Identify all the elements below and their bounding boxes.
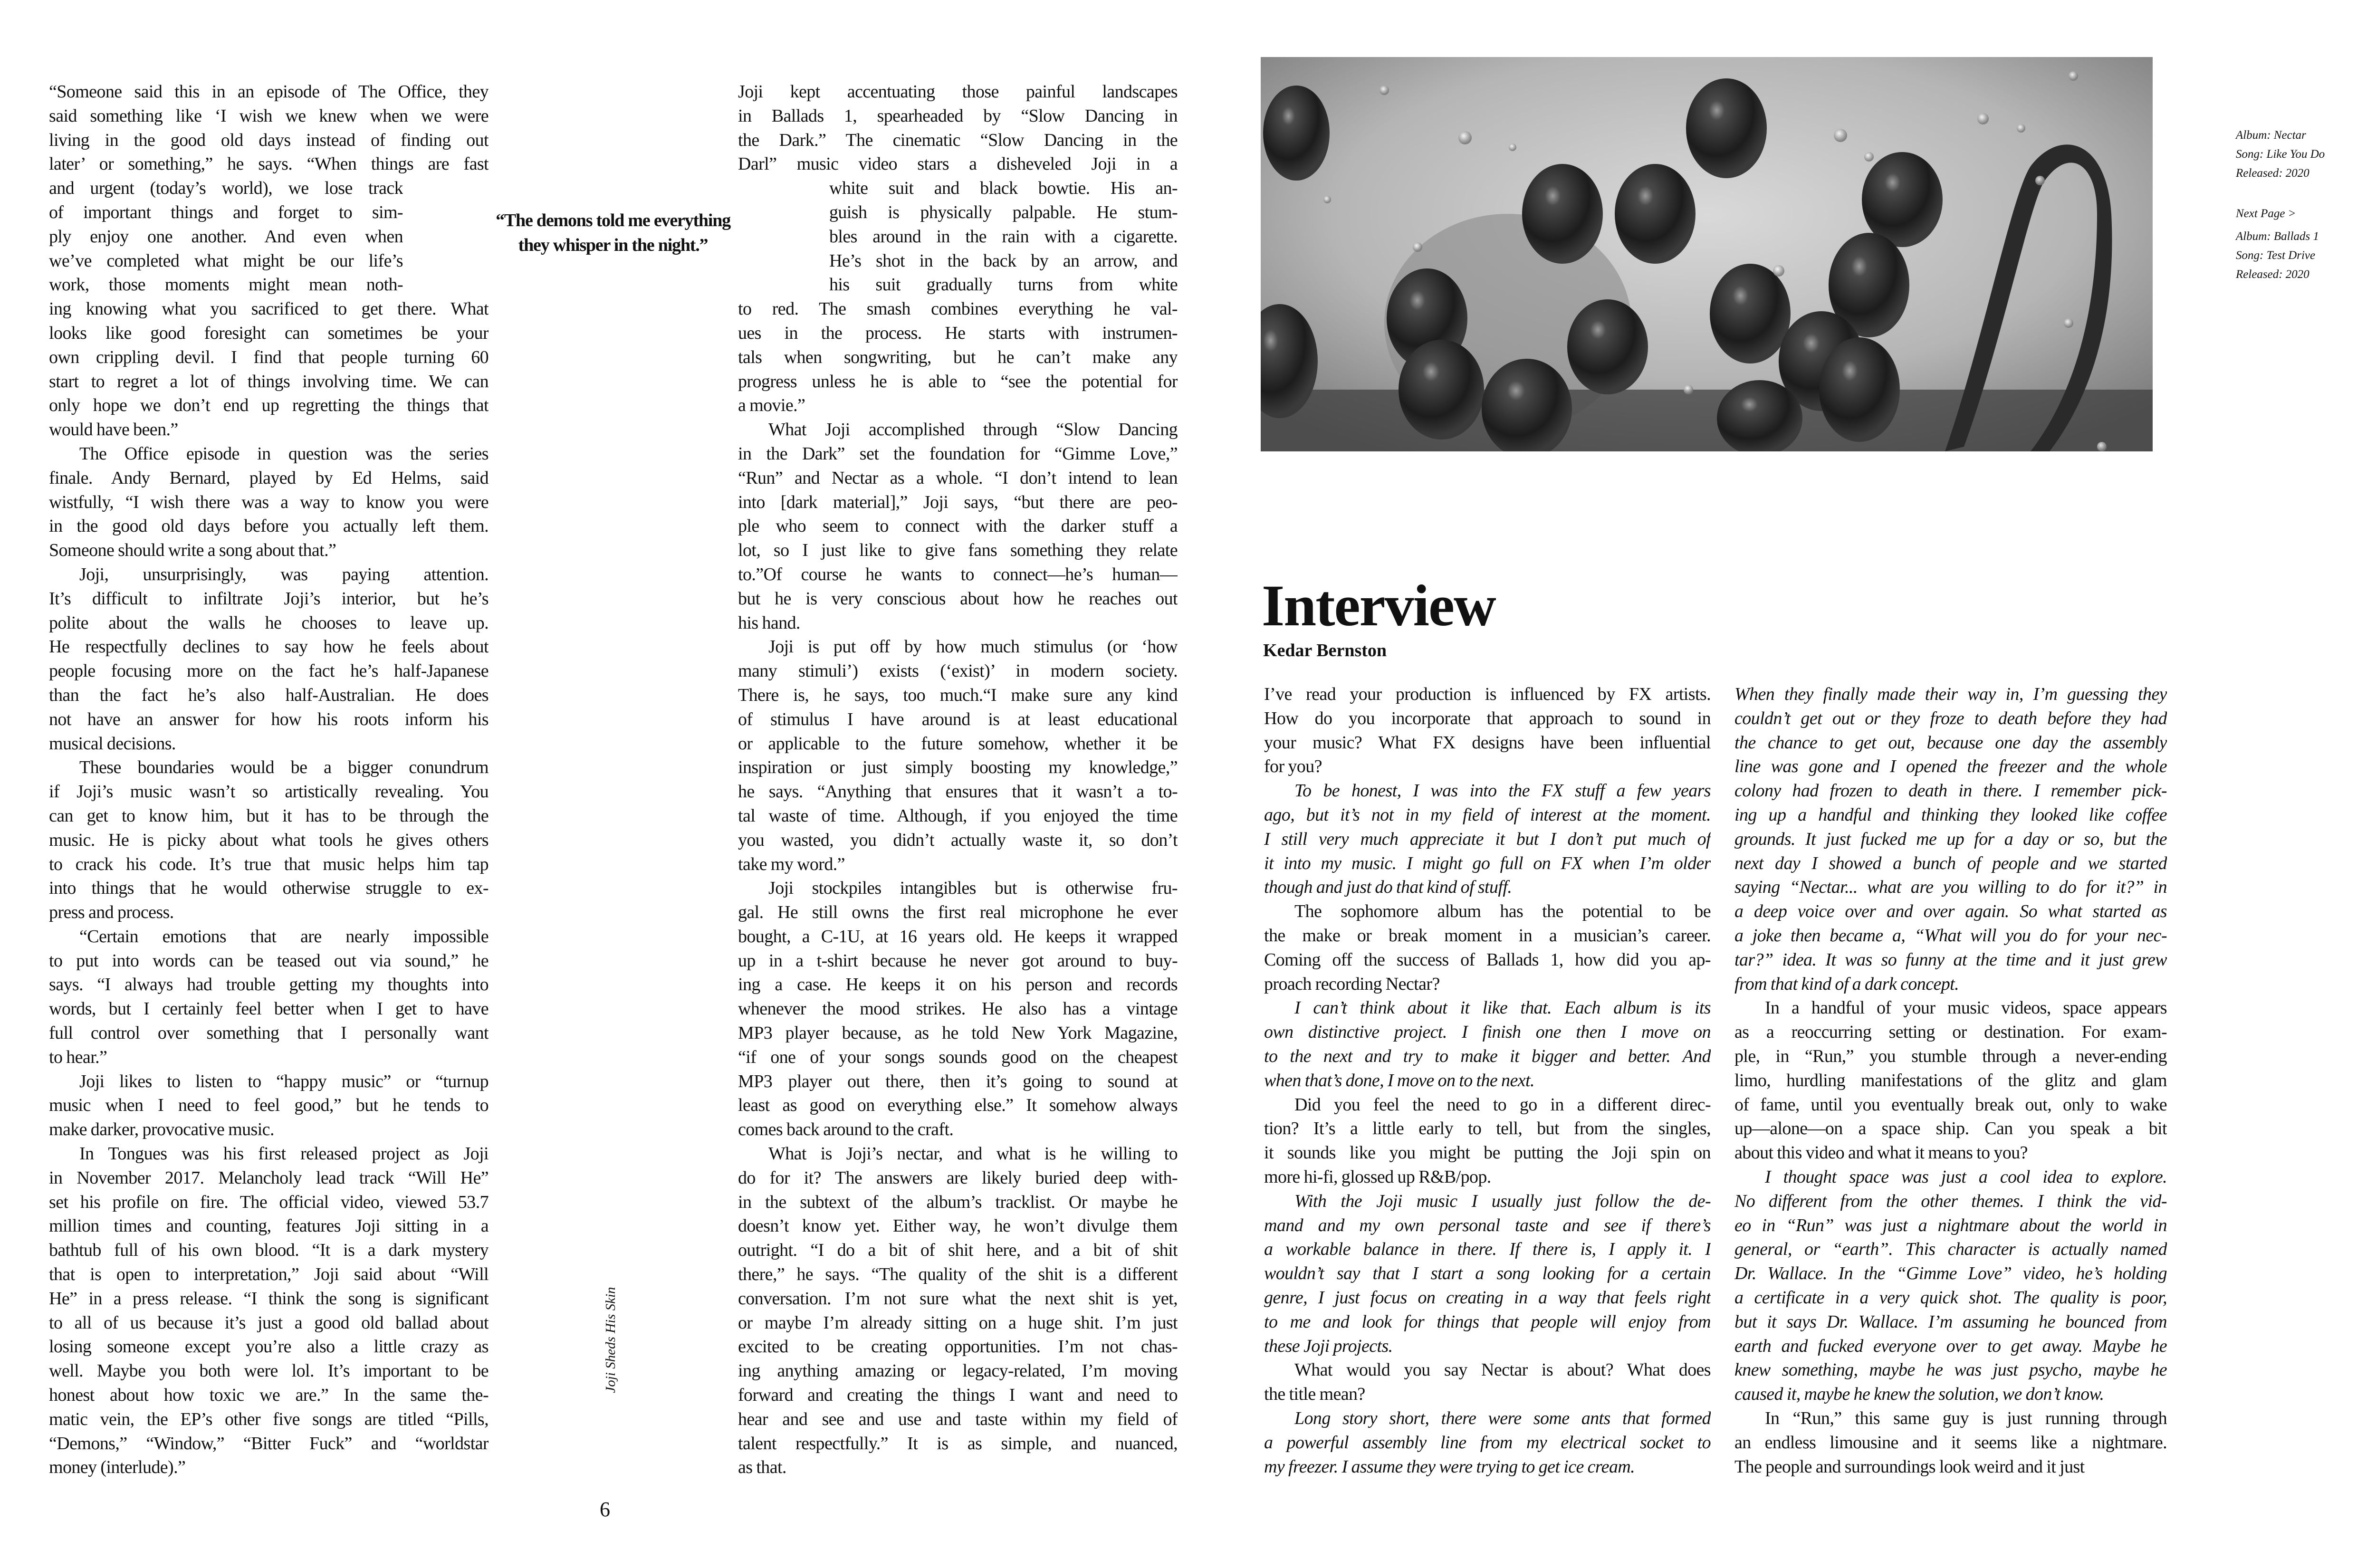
text-line: general, or “earth”. This character is actually named [1734,1239,2167,1260]
text-line: many stimuli’) exists (‘exist)’ in modern society. [738,661,1178,681]
text-line: ing a case. He keeps it on his person and records [738,975,1178,995]
text-line: his suit gradually turns from white [829,275,1178,295]
text-line: excited to be creating opportunities. I’m not chas- [738,1337,1178,1357]
interview-column-1 [1264,682,1711,1479]
text-line: more hi-fi, glossed up R&B/pop. [1264,1166,1491,1187]
paragraph [49,80,489,442]
text-line: lot, so I just like to give fans something they relate [738,540,1178,561]
text-line: or applicable to the future somehow, whether it be [738,733,1178,754]
text-line: proach recording Nectar? [1264,974,1440,994]
paragraph [1264,682,1711,779]
text-line: for you? [1264,756,1322,777]
paragraph [1264,899,1711,996]
paragraph [49,925,489,1070]
text-line: the Dark.” The cinematic “Slow Dancing in the [738,130,1178,150]
text-line: start to regret a lot of things involving time. We can [49,371,489,392]
text-line: bathtub full of his own blood. “It is a dark mystery [49,1240,489,1261]
text-line: to crack his code. It’s true that music helps him tap [49,854,489,874]
text-line: set his profile on fire. The official video, viewed 53.7 [49,1192,489,1212]
paragraph [738,635,1178,876]
interview-author: Kedar Bernston [1263,641,1387,660]
text-line: and urgent (today’s world), we lose track [49,178,403,199]
text-line: up in a t-shirt because he never got around to buy- [738,950,1178,971]
text-line: next day I showed a bunch of people and we started [1734,853,2167,873]
text-line: people focusing more on the fact he’s half-Japanese [49,661,489,681]
text-line: the chance to get out, because one day the assembly [1734,732,2167,753]
text-line: Did you feel the need to go in a different direc- [1294,1094,1711,1115]
text-line: He respectfully declines to say how he feels about [49,637,489,657]
text-line: progress unless he is able to “see the potential for [738,371,1178,392]
text-line: can get to know him, but it has to be through the [49,805,489,826]
text-line: What would you say Nectar is about? What does [1294,1360,1711,1380]
text-line: Darl” music video stars a disheveled Joji in a [738,154,1178,174]
text-line: a certificate in a very quick shot. The quality is poor, [1734,1287,2167,1308]
text-line: if Joji’s music wasn’t so artistically revealing. You [49,782,489,802]
text-line: the title mean? [1264,1384,1365,1405]
text-line: limo, hurdling manifestations of the glitz and glam [1734,1070,2167,1090]
text-line: eo in “Run” was just a nightmare about the world in [1734,1215,2167,1235]
text-line: Joji, unsurprisingly, was paying attention. [79,564,489,584]
bubbles-photo-icon [1261,57,2153,451]
text-line: saying “Nectar... what are you willing to do for it?” in [1734,877,2167,898]
text-line: It’s difficult to infiltrate Joji’s interior, but he’s [49,588,489,609]
text-line: tar?” idea. It was so funny at the time and it just grew [1734,949,2167,970]
text-line: a movie.” [738,395,805,416]
text-line: there,” he says. “The quality of the shit is a different [738,1264,1178,1285]
text-line: tion? It’s a little early to tell, but from the singles, [1264,1119,1711,1139]
text-line: Joji stockpiles intangibles but is otherwise fru- [768,878,1178,899]
text-line: Long story short, there were some ants that formed [1294,1408,1711,1428]
text-line: tals when songwriting, but he can’t make any [738,347,1178,367]
text-line: a joke then became a, “What will you do for your nec- [1734,925,2167,946]
text-line: though and just do that kind of stuff. [1264,877,1512,898]
text-line: ing anything amazing or legacy-related, I’m moving [738,1361,1178,1381]
text-line: outright. “I do a bit of shit here, and a bit of shit [738,1240,1178,1261]
text-line: ing up a handful and thinking they looked like coffee [1734,804,2167,825]
text-line: losing someone except you’re also a little crazy as [49,1337,489,1357]
text-line: in November 2017. Melancholy lead track “Will He” [49,1167,489,1188]
text-line: the make or break moment in a musician’s career. [1264,925,1711,946]
paragraph [1264,1189,1711,1358]
pull-quote-line: they whisper in the night.” [518,235,708,255]
text-line: matic vein, the EP’s other five songs are titled “Pills, [49,1409,489,1429]
text-line: The sophomore album has the potential to be [1294,901,1711,922]
paragraph [1734,1406,2167,1479]
text-line: about this video and what it means to you? [1734,1143,2028,1163]
text-line: he says. “Anything that ensures that it wasn’t a to- [738,782,1178,802]
sidebar-album: Album: Nectar [2236,129,2306,142]
text-line: “Demons,” “Window,” “Bitter Fuck” and “worldstar [49,1433,489,1453]
paragraph [1264,1406,1711,1479]
paragraph [49,563,489,755]
sidebar-current-track [2236,126,2325,183]
text-line: ple, in “Run,” you stumble through a never-ending [1734,1046,2167,1066]
next-page-link[interactable]: Next Page > [2236,207,2296,220]
text-line: These boundaries would be a bigger conundrum [79,757,489,778]
text-line: words, but I certainly feel better when I get to have [49,999,489,1019]
text-line: caused it, maybe he knew the solution, we don’t know. [1734,1384,2104,1405]
text-line: million times and counting, features Joji sitting in a [49,1216,489,1236]
text-line: The people and surroundings look weird and it just [1734,1456,2085,1477]
text-line: or maybe I’m already sitting on a huge shit. I’m just [738,1312,1178,1333]
text-line: it sounds like you might be putting the Joji spin on [1264,1143,1711,1163]
text-line: tal waste of time. Although, if you enjoyed the time [738,805,1178,826]
hero-photo [1261,57,2153,451]
text-line: honest about how toxic we are.” In the same the- [49,1385,489,1405]
article-column-1 [49,80,489,1480]
text-line: a powerful assembly line from my electrical socket to [1264,1432,1711,1453]
text-line: forward and creating the things I want and need to [738,1385,1178,1405]
text-line: press and process. [49,902,174,923]
text-line: comes back around to the craft. [738,1119,954,1140]
text-line: his hand. [738,612,800,633]
text-line: “if one of your songs sounds good on the cheapest [738,1047,1178,1067]
text-line: least as good on everything else.” It somehow always [738,1095,1178,1116]
text-line: to me and look for things that people will enjoy from [1264,1311,1711,1332]
text-line: said something like ‘I wish we knew when we were [49,105,489,126]
text-line: To be honest, I was into the FX stuff a few years [1294,781,1711,801]
text-line: of important things and forget to sim- [49,202,403,222]
text-line: well. Maybe you both were lol. It’s important to be [49,1361,489,1381]
paragraph [49,755,489,925]
text-line: in Ballads 1, spearheaded by “Slow Dancing in [738,105,1178,126]
text-line: but it says Dr. Wallace. I’m assuming he bounced from [1734,1311,2167,1332]
text-line: MP3 player because, as he told New York Magazine, [738,1023,1178,1043]
text-line: but he is very conscious about how he reaches out [738,588,1178,609]
text-line: The Office episode in question was the series [79,443,489,464]
text-line: to.”Of course he wants to connect—he’s human— [738,564,1178,584]
text-line: says. “I always had trouble getting my thoughts into [49,975,489,995]
text-line: full control over something that I personally want [49,1023,489,1043]
text-line: to red. The smash combines everything he val- [738,299,1178,319]
text-line: my freezer. I assume they were trying to get ice cream. [1264,1456,1635,1477]
text-line: we’ve completed what might be our life’s [49,250,403,271]
text-line: own crippling devil. I find that people turning 60 [49,347,489,367]
sidebar-next-track [2236,204,2319,284]
text-line: from that kind of a dark concept. [1734,974,1959,994]
pull-quote-line: “The demons told me everything [496,210,730,230]
paragraph [1264,779,1711,899]
text-line: Joji likes to listen to “happy music” or “turnup [79,1071,489,1091]
paragraph [49,1142,489,1480]
text-line: In Tongues was his first released project as Joji [79,1144,489,1164]
text-line: guish is physically palpable. He stum- [829,202,1178,222]
text-line: genre, I just focus on creating in a way that feels right [1264,1287,1711,1308]
sidebar-song: Song: Like You Do [2236,148,2325,161]
text-line: ues in the process. He starts with instrumen- [738,323,1178,343]
text-line: to hear.” [49,1047,107,1067]
text-line: ple who seem to connect with the darker stuff a [738,516,1178,536]
interview-column-2 [1734,682,2167,1479]
text-line: money (interlude).” [49,1457,186,1478]
paragraph [49,442,489,563]
text-line: There is, he says, too much.“I make sure any kind [738,685,1178,705]
text-line: colony had frozen to death in there. I remember pick- [1734,781,2167,801]
text-line: up—alone—on a space ship. Can you speak a bit [1734,1119,2167,1139]
text-line: “Certain emotions that are nearly impossible [79,926,489,947]
text-line: to put into words can be teased out via sound,” he [49,950,489,971]
text-line: What Joji accomplished through “Slow Dancing [768,420,1178,440]
text-line: when that’s done, I move on to the next. [1264,1070,1534,1090]
text-line: ply enjoy one another. And even when [49,226,403,247]
text-line: wouldn’t say that I start a song looking for a certain [1264,1263,1711,1284]
text-line: hear and see and use and taste within my field of [738,1409,1178,1429]
text-line: How do you incorporate that approach to sound in [1264,708,1711,728]
text-line: I thought space was just a cool idea to explore. [1765,1166,2167,1187]
paragraph [738,80,1178,418]
text-line: gal. He still owns the first real microphone he ever [738,902,1178,923]
text-line: What is Joji’s nectar, and what is he willing to [768,1144,1178,1164]
sidebar-song: Song: Test Drive [2236,249,2316,262]
text-line: that is open to interpretation,” Joji said about “Will [49,1264,489,1285]
text-line: I can’t think about it like that. Each album is its [1294,998,1711,1018]
section-label: Joji Sheds His Skin [603,1287,618,1393]
text-line: your music? What FX designs have been influential [1264,732,1711,753]
sidebar-released: Released: 2020 [2236,268,2309,281]
text-line: In a handful of your music videos, space appears [1765,998,2167,1018]
pull-quote [470,208,756,258]
text-line: earth and fucked everyone over to get away. Maybe he [1734,1336,2167,1356]
text-line: work, those moments might mean noth- [49,275,403,295]
sidebar-album: Album: Ballads 1 [2236,230,2319,243]
text-line: a deep voice over and over again. So what started as [1734,901,2167,922]
paragraph [1734,1165,2167,1406]
text-line: to the next and try to make it bigger and better. And [1264,1046,1711,1066]
text-line: Someone should write a song about that.” [49,540,336,561]
text-line: in the Dark” set the foundation for “Gimme Love,” [738,443,1178,464]
text-line: grounds. It just fucked me up for a day or so, but the [1734,829,2167,849]
interview-title: Interview [1262,573,1495,638]
text-line: it into my music. I might go full on FX when I’m older [1264,853,1711,873]
text-line: looks like good foresight can sometimes be your [49,323,489,343]
text-line: as that. [738,1457,786,1478]
text-line: finale. Andy Bernard, played by Ed Helms, said [49,468,489,488]
text-line: MP3 player out there, then it’s going to sound at [738,1071,1178,1091]
text-line: of fame, until you eventually break out, only to wake [1734,1094,2167,1115]
text-line: an endless limousine and it seems like a nightmare. [1734,1432,2167,1453]
text-line: would have been.” [49,420,178,440]
article-column-2 [738,80,1178,1480]
paragraph [1734,682,2167,996]
text-line: In “Run,” this same guy is just running through [1765,1408,2167,1428]
text-line: than the fact he’s also half-Australian. He does [49,685,489,705]
text-line: line was gone and I opened the freezer and the whole [1734,756,2167,777]
page-number: 6 [600,1498,610,1521]
paragraph [1734,996,2167,1165]
text-line: take my word.” [738,854,845,874]
text-line: not have an answer for how his roots inform his [49,709,489,729]
text-line: “Run” and Nectar as a whole. “I don’t intend to lean [738,468,1178,488]
text-line: to all of us because it’s just a good old ballad about [49,1312,489,1333]
text-line: With the Joji music I usually just follow the de- [1294,1191,1711,1211]
text-line: in the good old days before you actually left them. [49,516,489,536]
text-line: musical decisions. [49,733,176,754]
text-line: whenever the mood strikes. He also has a vintage [738,999,1178,1019]
text-line: Coming off the success of Ballads 1, how did you ap- [1264,949,1711,970]
text-line: When they finally made their way in, I’m guessing they [1734,684,2167,704]
text-line: inspiration or just simply boosting my knowledge,” [738,757,1178,778]
paragraph [1264,1358,1711,1406]
text-line: these Joji projects. [1264,1336,1393,1356]
text-line: couldn’t get out or they froze to death before they had [1734,708,2167,728]
text-line: polite about the walls he chooses to leave up. [49,612,489,633]
text-line: wistfully, “I wish there was a way to know you were [49,492,489,512]
text-line: into [dark material],” Joji says, “but there are peo- [738,492,1178,512]
text-line: white suit and black bowtie. His an- [829,178,1178,199]
text-line: of stimulus I have around is at least educational [738,709,1178,729]
text-line: No different from the other themes. I think the vid- [1734,1191,2167,1211]
text-line: I’ve read your production is influenced by FX artists. [1264,684,1711,704]
sidebar-released: Released: 2020 [2236,167,2309,180]
text-line: only hope we don’t end up regretting the things that [49,395,489,416]
text-line: as a reoccurring setting or destination. For exam- [1734,1022,2167,1042]
text-line: later’ or something,” he says. “When things are fast [49,154,489,174]
paragraph [49,1070,489,1142]
text-line: you wasted, you didn’t actually waste it, so don’t [738,830,1178,850]
text-line: bought, a C-1U, at 16 years old. He keeps it wrapped [738,926,1178,947]
text-line: bles around in the rain with a cigarette. [829,226,1178,247]
text-line: Joji kept accentuating those painful landscapes [738,82,1178,102]
text-line: mand and my own personal taste and see if there’s [1264,1215,1711,1235]
text-line: own distinctive project. I finish one then I move on [1264,1022,1711,1042]
text-line: doesn’t know yet. Either way, he won’t divulge them [738,1216,1178,1236]
text-line: I still very much appreciate it but I don’t put much of [1264,829,1711,849]
text-line: in the subtext of the album’s tracklist. Or maybe he [738,1192,1178,1212]
paragraph [738,418,1178,635]
text-line: Joji is put off by how much stimulus (or ‘how [768,637,1178,657]
paragraph [738,1142,1178,1480]
text-line: “Someone said this in an episode of The Office, they [49,82,489,102]
text-line: talent respectfully.” It is as simple, and nuanced, [738,1433,1178,1453]
text-line: conversation. I’m not sure what the next shit is yet, [738,1288,1178,1309]
text-line: Dr. Wallace. In the “Gimme Love” video, he’s holding [1734,1263,2167,1284]
text-line: music when I need to feel good,” but he tends to [49,1095,489,1116]
text-line: living in the good old days instead of finding out [49,130,489,150]
paragraph [1264,1093,1711,1189]
text-line: a workable balance in there. If there is, I apply it. I [1264,1239,1711,1260]
text-line: ago, but it’s not in my field of interest at the moment. [1264,804,1711,825]
text-line: He” in a press release. “I think the song is significant [49,1288,489,1309]
text-line: do for it? The answers are likely buried deep with- [738,1167,1178,1188]
paragraph [738,876,1178,1142]
paragraph [1264,996,1711,1092]
text-line: music. He is picky about what tools he gives others [49,830,489,850]
text-line: He’s shot in the back by an arrow, and [829,250,1178,271]
text-line: into things that he would otherwise struggle to ex- [49,878,489,899]
text-line: ing knowing what you sacrificed to get there. What [49,299,489,319]
text-line: make darker, provocative music. [49,1119,274,1140]
text-line: knew something, maybe he was just psycho, maybe he [1734,1360,2167,1380]
